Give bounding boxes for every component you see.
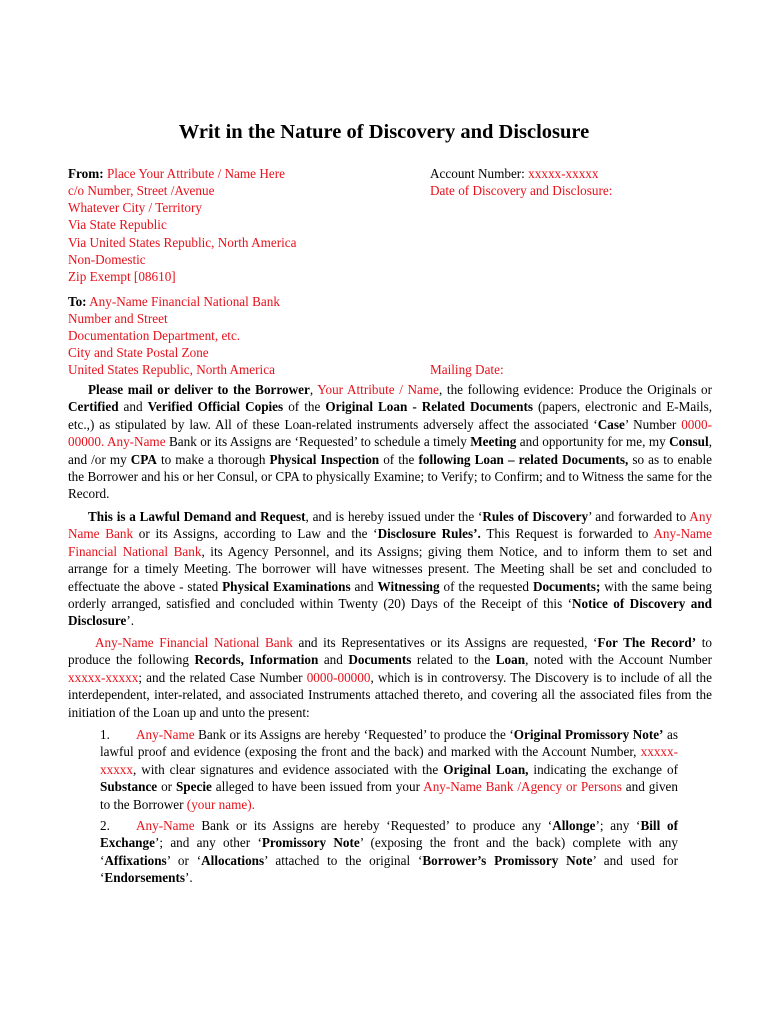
account-number-value: xxxxx-xxxxx — [528, 166, 599, 181]
p1-s17: Consul — [669, 434, 709, 450]
p1-s19: CPA — [130, 451, 157, 467]
p2-s4: ’ and forwarded to — [588, 509, 690, 524]
i2-s12: ’ attached to the original ‘ — [264, 852, 423, 868]
i2-s11: Allocations — [201, 852, 265, 868]
discovery-date-label: Date of Discovery and Disclosure: — [430, 183, 613, 198]
p1-s9: Original Loan - Related Documents — [325, 399, 533, 415]
p3-s8: related to the — [411, 652, 496, 668]
p1-s15: Meeting — [470, 434, 517, 450]
i1-s4: as lawful proof and evidence (exposing the front and the back) and marked with the Account Number, — [100, 727, 678, 760]
paragraph-request — [68, 381, 712, 503]
from-line-7: Zip Exempt [08610] — [68, 269, 176, 284]
i2-s3: Allonge — [552, 818, 596, 833]
p3-s14: , which is in controversy. The Discovery is to include of all the interdependent, inter-related, and associated Instruments attached thereto, and covering all the associated files from the initiation of the Loan up and unto the present: — [68, 669, 712, 720]
p2-s9: Any-Name Financial National Bank — [68, 526, 712, 559]
p2-s3: Rules of Discovery — [482, 509, 589, 524]
i2-s9: Affixations — [104, 852, 167, 868]
account-number-label: Account Number: — [430, 166, 525, 181]
p2-s10: , its Agency Personnel, and its Assigns; giving them Notice, and to inform them to set and arrange for a timely Meeting. The borrower will have witnesses present. The Meeting shall be set and concluded to effectuate the above - stated — [68, 543, 712, 594]
p1-s11: Case — [597, 416, 625, 432]
i1-s12: alleged to have been issued from your — [211, 779, 424, 795]
to-line-1 — [68, 293, 280, 310]
p2-s12: and — [350, 578, 378, 594]
p2-s18: ’. — [126, 613, 135, 629]
p3-s11: xxxxx-xxxxx — [68, 669, 139, 685]
p2-s2: , and is hereby issued under the ‘ — [305, 509, 483, 524]
from-label: From: — [68, 166, 104, 181]
p3-s13: 0000-00000 — [306, 669, 371, 685]
p3-s2: and its Representatives or its Assigns are requested, ‘ — [292, 635, 598, 650]
p3-s7: Documents — [348, 652, 412, 668]
list-number-1: 1. — [100, 727, 110, 742]
to-line-2: Number and Street — [68, 311, 168, 326]
i2-s6: ’; and any other ‘ — [154, 835, 262, 851]
list-item-1 — [100, 726, 678, 813]
i1-s1: Any-Name — [136, 727, 195, 742]
from-line-2: c/o Number, Street /Avenue — [68, 183, 215, 198]
i1-s13: Any-Name Bank /Agency or Persons — [423, 779, 622, 795]
p1-s20: to make a thorough — [156, 451, 270, 467]
i2-s14: ’ and used for ‘ — [100, 852, 678, 886]
p1-s13: 0000-00000. Any-Name — [68, 416, 712, 450]
i1-s7: Original Loan, — [443, 761, 529, 777]
p3-s12: ; and the related Case Number — [138, 669, 307, 685]
i2-s15: Endorsements — [104, 870, 185, 886]
p3-s6: and — [318, 652, 349, 668]
p2-s1: This is a Lawful Demand and Request — [88, 509, 306, 524]
p1-s5: Certified — [68, 399, 119, 415]
p1-s22: of the — [379, 451, 419, 467]
p3-s3: For The Record’ — [597, 635, 697, 650]
p3-s5: Records, Information — [194, 652, 319, 668]
i1-s11: Specie — [175, 779, 212, 795]
from-line-5: Via United States Republic, North America — [68, 235, 297, 250]
p2-s13: Witnessing — [377, 578, 440, 594]
to-line-4: City and State Postal Zone — [68, 345, 209, 360]
from-line-1 — [68, 165, 285, 182]
i2-s4: ’; any ‘ — [595, 818, 641, 833]
i2-s7: Promissory Note — [261, 835, 360, 851]
i2-s16: ’. — [185, 870, 193, 886]
from-line-6: Non-Domestic — [68, 252, 146, 267]
p1-s18: , and /or my — [68, 434, 712, 467]
to-line-5: United States Republic, North America — [68, 362, 275, 377]
p1-s12: ’ Number — [624, 416, 682, 432]
paragraph-demand — [68, 508, 712, 630]
i2-s2: Bank or its Assigns are hereby ‘Requested’ to produce any ‘ — [194, 818, 553, 833]
i1-s6: , with clear signatures and evidence associated with the — [132, 761, 444, 777]
i2-s8: ’ (exposing the front and the back) complete with any ‘ — [100, 835, 678, 868]
p1-s1: Please mail or deliver to the Borrower — [88, 382, 310, 397]
i2-s13: Borrower’s Promissory Note — [422, 852, 593, 868]
account-number — [430, 165, 599, 182]
p2-s11: Physical Examinations — [222, 578, 351, 594]
i1-s8: indicating the exchange of — [528, 761, 678, 777]
to-line-3: Documentation Department, etc. — [68, 328, 241, 343]
p2-s16: with the same being orderly arranged, satisfied and concluded within Twenty (20) Days of the Receipt of this ‘ — [68, 578, 713, 612]
i1-s14: and given to the Borrower — [100, 779, 678, 812]
p2-s17: Notice of Discovery and Disclosure — [68, 596, 712, 629]
p1-s2: , — [309, 382, 318, 397]
p3-s1: Any-Name Financial National Bank — [95, 635, 293, 650]
i2-s1: Any-Name — [136, 818, 195, 833]
list-item-2 — [100, 817, 678, 887]
p2-s6: or its Assigns, according to Law and the ‘ — [133, 526, 378, 542]
paragraph-records — [68, 634, 712, 721]
i1-s5: xxxxx-xxxxx — [100, 744, 678, 777]
i1-s3: Original Promissory Note’ — [513, 727, 664, 742]
p1-s21: Physical Inspection — [269, 451, 380, 467]
from-line-3: Whatever City / Territory — [68, 200, 202, 215]
i1-s2: Bank or its Assigns are hereby ‘Requested’ to produce the ‘ — [194, 727, 514, 742]
p1-s14: Bank or its Assigns are ‘Requested’ to schedule a timely — [165, 434, 471, 450]
to-bank-name: Any-Name Financial National Bank — [89, 294, 280, 309]
i2-s10: ’ or ‘ — [166, 852, 202, 868]
p1-s24: so as to enable the Borrower and his or her Consul, or CPA to physically Examine; to Verify; to Confirm; and to Witness the same for the Record. — [68, 451, 712, 502]
p1-s23: following Loan – related Documents, — [418, 451, 629, 467]
i1-s9: Substance — [100, 779, 158, 795]
i2-s5: Bill of Exchange — [100, 818, 678, 851]
from-name: Place Your Attribute / Name Here — [106, 166, 285, 181]
p1-s10: (papers, electronic and E-Mails, etc.,) as stipulated by law. All of these Loan-related instruments adversely affect the associated ‘ — [68, 399, 712, 432]
p2-s5: Any Name Bank — [68, 509, 713, 542]
document-title: Writ in the Nature of Discovery and Disclosure — [178, 121, 590, 143]
list-number-2: 2. — [100, 818, 110, 833]
from-line-4: Via State Republic — [68, 217, 167, 232]
p1-s4: , the following evidence: Produce the Originals or — [439, 382, 712, 397]
p3-s9: Loan — [495, 652, 526, 668]
to-label: To: — [68, 294, 87, 309]
p2-s15: Documents; — [532, 578, 601, 594]
p1-s16: and opportunity for me, my — [516, 434, 670, 450]
p2-s7: Disclosure Rules’. — [377, 526, 481, 542]
p2-s8: This Request is forwarded to — [480, 526, 654, 542]
p1-s3: Your Attribute / Name — [317, 382, 439, 397]
p2-s14: of the requested — [439, 578, 533, 594]
p1-s7: Verified Official Copies — [147, 399, 284, 415]
p1-s6: and — [118, 399, 148, 415]
mailing-date-label: Mailing Date: — [430, 362, 504, 377]
i1-s10: or — [157, 779, 176, 795]
p1-s8: of the — [283, 399, 326, 415]
i1-s15: (your name). — [186, 796, 255, 812]
p3-s10: , noted with the Account Number — [525, 652, 713, 668]
p3-s4: to produce the following — [68, 635, 713, 668]
